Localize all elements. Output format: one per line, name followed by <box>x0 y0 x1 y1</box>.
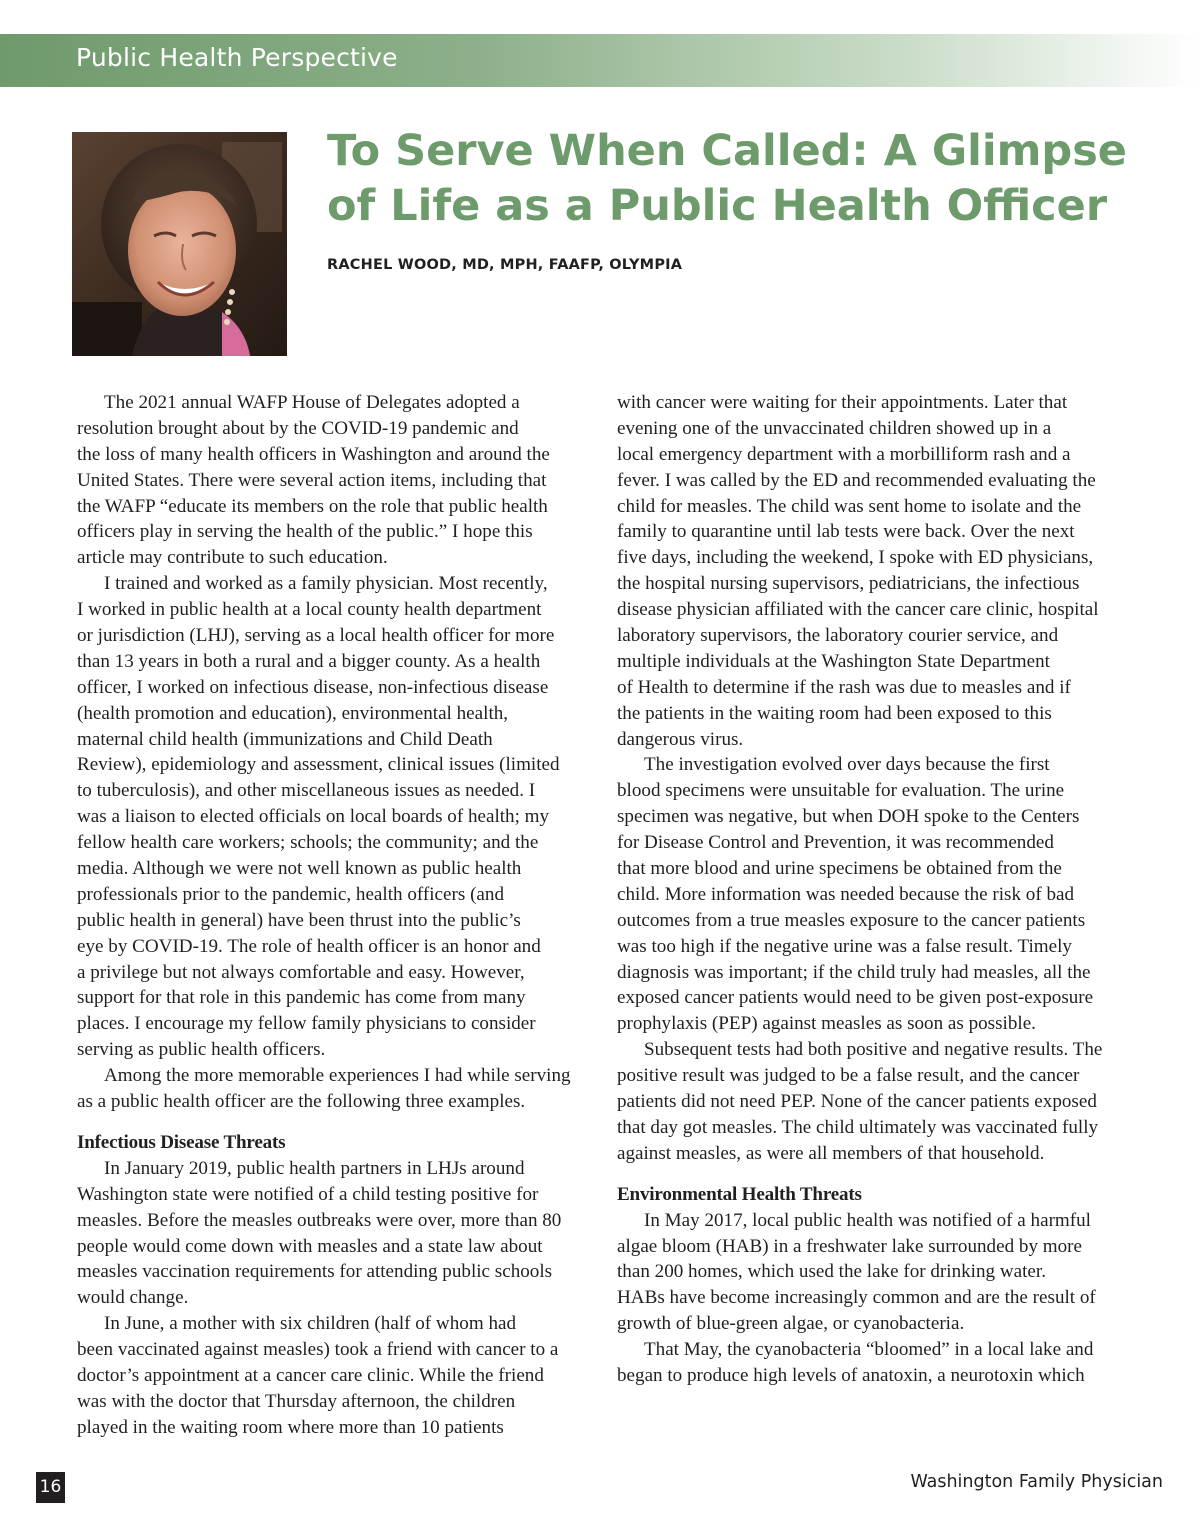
body-text-line: evening one of the unvaccinated children showed up in a <box>617 417 1052 439</box>
body-text-line: The investigation evolved over days because the first <box>644 754 1050 776</box>
body-text-line: against measles, as were all members of that household. <box>617 1142 1045 1164</box>
paragraph-gap <box>77 1115 597 1130</box>
body-text-line: prophylaxis (PEP) against measles as soon as possible. <box>617 1013 1036 1035</box>
paragraph-gap <box>617 1167 1137 1182</box>
body-text-line: public health in general) have been thrust into the public’s <box>77 909 521 931</box>
body-text-line: patients did not need PEP. None of the cancer patients exposed <box>617 1091 1097 1113</box>
body-text-line: Review), epidemiology and assessment, clinical issues (limited <box>77 754 560 776</box>
body-text-line: been vaccinated against measles) took a friend with cancer to a <box>77 1339 559 1361</box>
body-text-line: positive result was judged to be a false result, and the cancer <box>617 1065 1080 1087</box>
body-text-line: dangerous virus. <box>617 728 744 750</box>
body-text-line: people would come down with measles and a state law about <box>77 1235 543 1257</box>
body-text-line: media. Although we were not well known as public health <box>77 858 522 880</box>
body-text-line: blood specimens were unsuitable for evaluation. The urine <box>617 780 1065 802</box>
body-text-line: or jurisdiction (LHJ), serving as a local health officer for more <box>77 625 555 647</box>
body-text-line: places. I encourage my fellow family physicians to consider <box>77 1013 536 1035</box>
body-text-line: a privilege but not always comfortable and easy. However, <box>77 961 525 983</box>
section-heading: Infectious Disease Threats <box>77 1131 286 1153</box>
body-text-line: that day got measles. The child ultimately was vaccinated fully <box>617 1116 1099 1138</box>
body-text-line: five days, including the weekend, I spoke with ED physicians, <box>617 547 1094 569</box>
body-text-line: article may contribute to such education. <box>77 547 388 569</box>
body-text-line: multiple individuals at the Washington State Department <box>617 650 1050 672</box>
body-text-line: professionals prior to the pandemic, health officers (and <box>77 883 504 905</box>
body-text-line: of Health to determine if the rash was due to measles and if <box>617 676 1071 698</box>
section-title: Public Health Perspective <box>76 43 398 72</box>
body-text-line: was a liaison to elected officials on local boards of health; my <box>77 806 550 828</box>
body-text-line: was with the doctor that Thursday afternoon, the children <box>77 1390 516 1412</box>
body-text-line: (health promotion and education), environmental health, <box>77 702 509 724</box>
body-text-line: was too high if the negative urine was a false result. Timely <box>617 935 1072 957</box>
body-text-line: maternal child health (immunizations and Child Death <box>77 728 493 750</box>
body-text-line: for Disease Control and Prevention, it was recommended <box>617 832 1054 854</box>
article-title <box>327 124 1167 234</box>
body-text-line: United States. There were several action items, including that <box>77 469 547 491</box>
body-text-line: the hospital nursing supervisors, pediatricians, the infectious <box>617 573 1080 595</box>
author-photo <box>72 132 287 356</box>
body-text-line: I worked in public health at a local county health department <box>77 599 542 621</box>
section-heading: Environmental Health Threats <box>617 1183 862 1205</box>
body-text-line: In June, a mother with six children (half of whom had <box>104 1313 517 1335</box>
body-text-line: growth of blue-green algae, or cyanobacteria. <box>617 1313 965 1335</box>
body-text-line: officers play in serving the health of the public.” I hope this <box>77 521 533 543</box>
body-text-line: measles vaccination requirements for attending public schools <box>77 1261 553 1283</box>
body-text-line: than 13 years in both a rural and a bigger county. As a health <box>77 650 541 672</box>
body-text-line: with cancer were waiting for their appointments. Later that <box>617 392 1068 413</box>
body-text-line: to tuberculosis), and other miscellaneous issues as needed. I <box>77 780 536 802</box>
body-text-line: the WAFP “educate its members on the role that public health <box>77 495 548 517</box>
body-text-line: officer, I worked on infectious disease, non-infectious disease <box>77 676 549 698</box>
body-text-line: child for measles. The child was sent home to isolate and the <box>617 495 1082 517</box>
right-text-column <box>617 390 1137 1389</box>
body-text-line: resolution brought about by the COVID-19 pandemic and <box>77 417 519 439</box>
body-text-line: fever. I was called by the ED and recommended evaluating the <box>617 469 1096 491</box>
author-byline: RACHEL WOOD, MD, MPH, FAAFP, OLYMPIA <box>327 257 683 273</box>
left-text-column <box>77 390 597 1441</box>
body-text-line: played in the waiting room where more than 10 patients <box>77 1416 504 1438</box>
body-text-line: In May 2017, local public health was notified of a harmful <box>644 1209 1091 1231</box>
body-text-line: than 200 homes, which used the lake for drinking water. <box>617 1261 1046 1283</box>
body-text-line: The 2021 annual WAFP House of Delegates adopted a <box>104 392 520 413</box>
body-text-line: HABs have become increasingly common and are the result of <box>617 1287 1096 1309</box>
body-text-line: I trained and worked as a family physician. Most recently, <box>104 573 548 595</box>
body-text-line: In January 2019, public health partners in LHJs around <box>104 1157 525 1179</box>
body-text-line: serving as public health officers. <box>77 1039 326 1061</box>
body-text-line: measles. Before the measles outbreaks were over, more than 80 <box>77 1209 562 1231</box>
body-text-line: doctor’s appointment at a cancer care clinic. While the friend <box>77 1364 544 1386</box>
body-text-line: algae bloom (HAB) in a freshwater lake surrounded by more <box>617 1235 1082 1257</box>
section-banner <box>0 34 1200 87</box>
body-text-line: the loss of many health officers in Washington and around the <box>77 443 550 465</box>
article-title-line: To Serve When Called: A Glimpse <box>327 126 1127 176</box>
body-text-line: family to quarantine until lab tests were back. Over the next <box>617 521 1075 543</box>
article-title-line: of Life as a Public Health Officer <box>327 181 1108 231</box>
body-text-line: Subsequent tests had both positive and negative results. The <box>644 1039 1103 1061</box>
page-number: 16 <box>36 1472 65 1503</box>
body-text-line: would change. <box>77 1287 189 1309</box>
body-text-line: as a public health officer are the following three examples. <box>77 1091 526 1113</box>
body-text-line: outcomes from a true measles exposure to the cancer patients <box>617 909 1086 931</box>
body-text-line: exposed cancer patients would need to be given post-exposure <box>617 987 1094 1009</box>
body-text-line: Washington state were notified of a child testing positive for <box>77 1183 539 1205</box>
publication-name: Washington Family Physician <box>910 1472 1163 1492</box>
body-text-line: that more blood and urine specimens be obtained from the <box>617 858 1062 880</box>
body-text-line: fellow health care workers; schools; the community; and the <box>77 832 539 854</box>
body-text-line: local emergency department with a morbilliform rash and a <box>617 443 1071 465</box>
body-text-line: That May, the cyanobacteria “bloomed” in a local lake and <box>644 1339 1094 1361</box>
body-text-line: specimen was negative, but when DOH spoke to the Centers <box>617 806 1080 828</box>
body-text-line: disease physician affiliated with the cancer care clinic, hospital <box>617 599 1099 621</box>
body-text-line: began to produce high levels of anatoxin, a neurotoxin which <box>617 1364 1085 1386</box>
body-text-line: eye by COVID-19. The role of health officer is an honor and <box>77 935 541 957</box>
body-text-line: laboratory supervisors, the laboratory courier service, and <box>617 625 1059 647</box>
body-text-line: Among the more memorable experiences I had while serving <box>104 1065 571 1087</box>
body-text-line: support for that role in this pandemic has come from many <box>77 987 526 1009</box>
body-text-line: the patients in the waiting room had been exposed to this <box>617 702 1052 724</box>
body-text-line: child. More information was needed because the risk of bad <box>617 883 1075 905</box>
body-text-line: diagnosis was important; if the child truly had measles, all the <box>617 961 1091 983</box>
